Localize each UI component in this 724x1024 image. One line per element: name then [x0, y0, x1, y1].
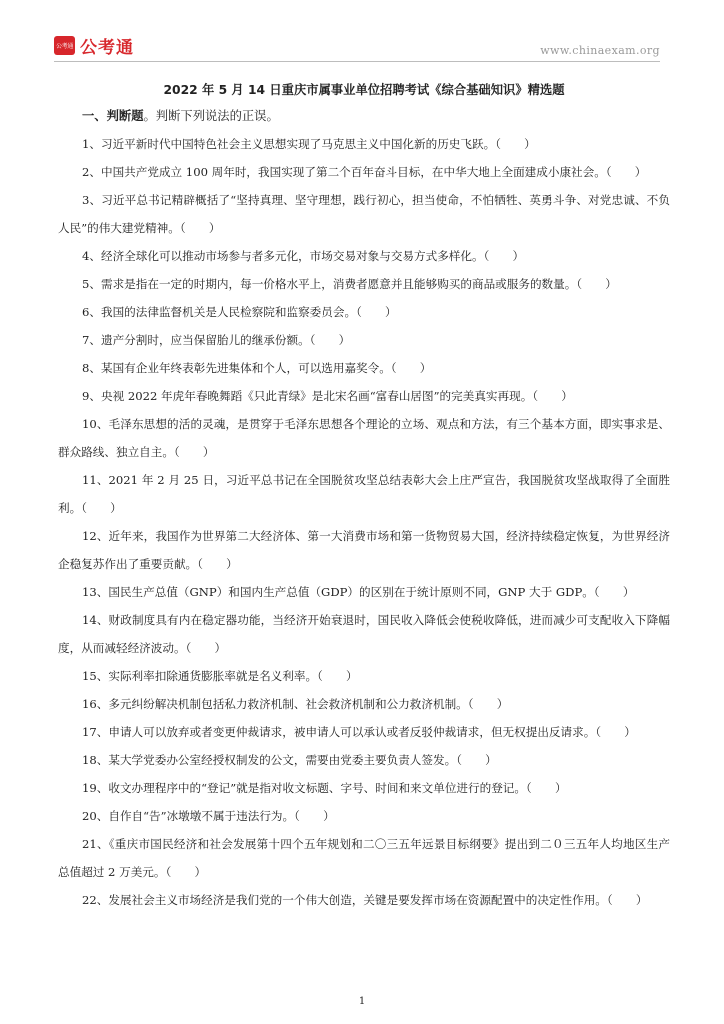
logo-icon: 公考通	[54, 36, 75, 55]
question-item: 7、遗产分割时，应当保留胎儿的继承份额。（ ）	[82, 333, 351, 347]
question-item: 3、习近平总书记精辟概括了“坚持真理、坚守理想，践行初心，担当使命，不怕牺牲、英勇斗争、对党忠诚、不负人民”的伟大建党精神。（ ）	[58, 193, 670, 235]
logo-text: 公考通	[80, 37, 134, 58]
question-item: 4、经济全球化可以推动市场参与者多元化，市场交易对象与交易方式多样化。（ ）	[82, 249, 525, 263]
question-item: 13、国民生产总值（GNP）和国内生产总值（GDP）的区别在于统计原则不同，GNP 大于 GDP。（ ）	[82, 585, 635, 599]
question-item: 19、收文办理程序中的“登记”就是指对收文标题、字号、时间和来文单位进行的登记。（ ）	[82, 781, 567, 795]
section-title: 一、判断题	[82, 109, 144, 123]
question-item: 18、某大学党委办公室经授权制发的公文，需要由党委主要负责人签发。（ ）	[82, 753, 497, 767]
question-item: 10、毛泽东思想的活的灵魂，是贯穿于毛泽东思想各个理论的立场、观点和方法，有三个基本方面，即实事求是、群众路线、独立自主。（ ）	[58, 417, 670, 459]
question-item: 15、实际利率扣除通货膨胀率就是名义利率。（ ）	[82, 669, 358, 683]
site-url[interactable]: www.chinaexam.org	[540, 44, 660, 57]
question-item: 11、2021 年 2 月 25 日，习近平总书记在全国脱贫攻坚总结表彰大会上庄严宣告，我国脱贫攻坚战取得了全面胜利。（ ）	[58, 473, 670, 515]
document-title: 2022 年 5 月 14 日重庆市属事业单位招聘考试《综合基础知识》精选题	[163, 83, 565, 97]
question-item: 1、习近平新时代中国特色社会主义思想实现了马克思主义中国化新的历史飞跃。（ ）	[82, 137, 536, 151]
question-item: 5、需求是指在一定的时期内，每一价格水平上，消费者愿意并且能够购买的商品或服务的数量。（ ）	[82, 277, 617, 291]
question-item: 9、央视 2022 年虎年春晚舞蹈《只此青绿》是北宋名画“富春山居图”的完美真实再现。（ ）	[82, 389, 573, 403]
document-body	[58, 74, 670, 914]
section-instruction: 。判断下列说法的正误。	[143, 109, 279, 123]
section-heading	[58, 102, 670, 130]
page-number: 1	[358, 996, 366, 1007]
question-item: 21、《重庆市国民经济和社会发展第十四个五年规划和二〇三五年远景目标纲要》提出到二０三五年人均地区生产总值超过 2 万美元。（ ）	[58, 837, 670, 879]
question-item: 22、发展社会主义市场经济是我们党的一个伟大创造，关键是要发挥市场在资源配置中的决定性作用。（ ）	[82, 893, 648, 907]
header-divider	[54, 61, 660, 62]
question-list	[58, 130, 670, 914]
question-item: 12、近年来，我国作为世界第二大经济体、第一大消费市场和第一货物贸易大国，经济持续稳定恢复，为世界经济企稳复苏作出了重要贡献。（ ）	[58, 529, 670, 571]
question-item: 20、自作自“告”冰墩墩不属于违法行为。（ ）	[82, 809, 335, 823]
question-item: 14、财政制度具有内在稳定器功能，当经济开始衰退时，国民收入降低会使税收降低，进而减少可支配收入下降幅度，从而减轻经济波动。（ ）	[58, 613, 670, 655]
brand-logo[interactable]	[54, 34, 134, 56]
question-item: 2、中国共产党成立 100 周年时，我国实现了第二个百年奋斗目标，在中华大地上全面建成小康社会。（ ）	[82, 165, 647, 179]
question-item: 16、多元纠纷解决机制包括私力救济机制、社会救济机制和公力救济机制。（ ）	[82, 697, 509, 711]
question-item: 8、某国有企业年终表彰先进集体和个人，可以选用嘉奖令。（ ）	[82, 361, 432, 375]
question-item: 6、我国的法律监督机关是人民检察院和监察委员会。（ ）	[82, 305, 397, 319]
question-item: 17、申请人可以放弃或者变更仲裁请求，被申请人可以承认或者反驳仲裁请求，但无权提出反请求。（ ）	[82, 725, 636, 739]
page-header	[0, 0, 724, 66]
